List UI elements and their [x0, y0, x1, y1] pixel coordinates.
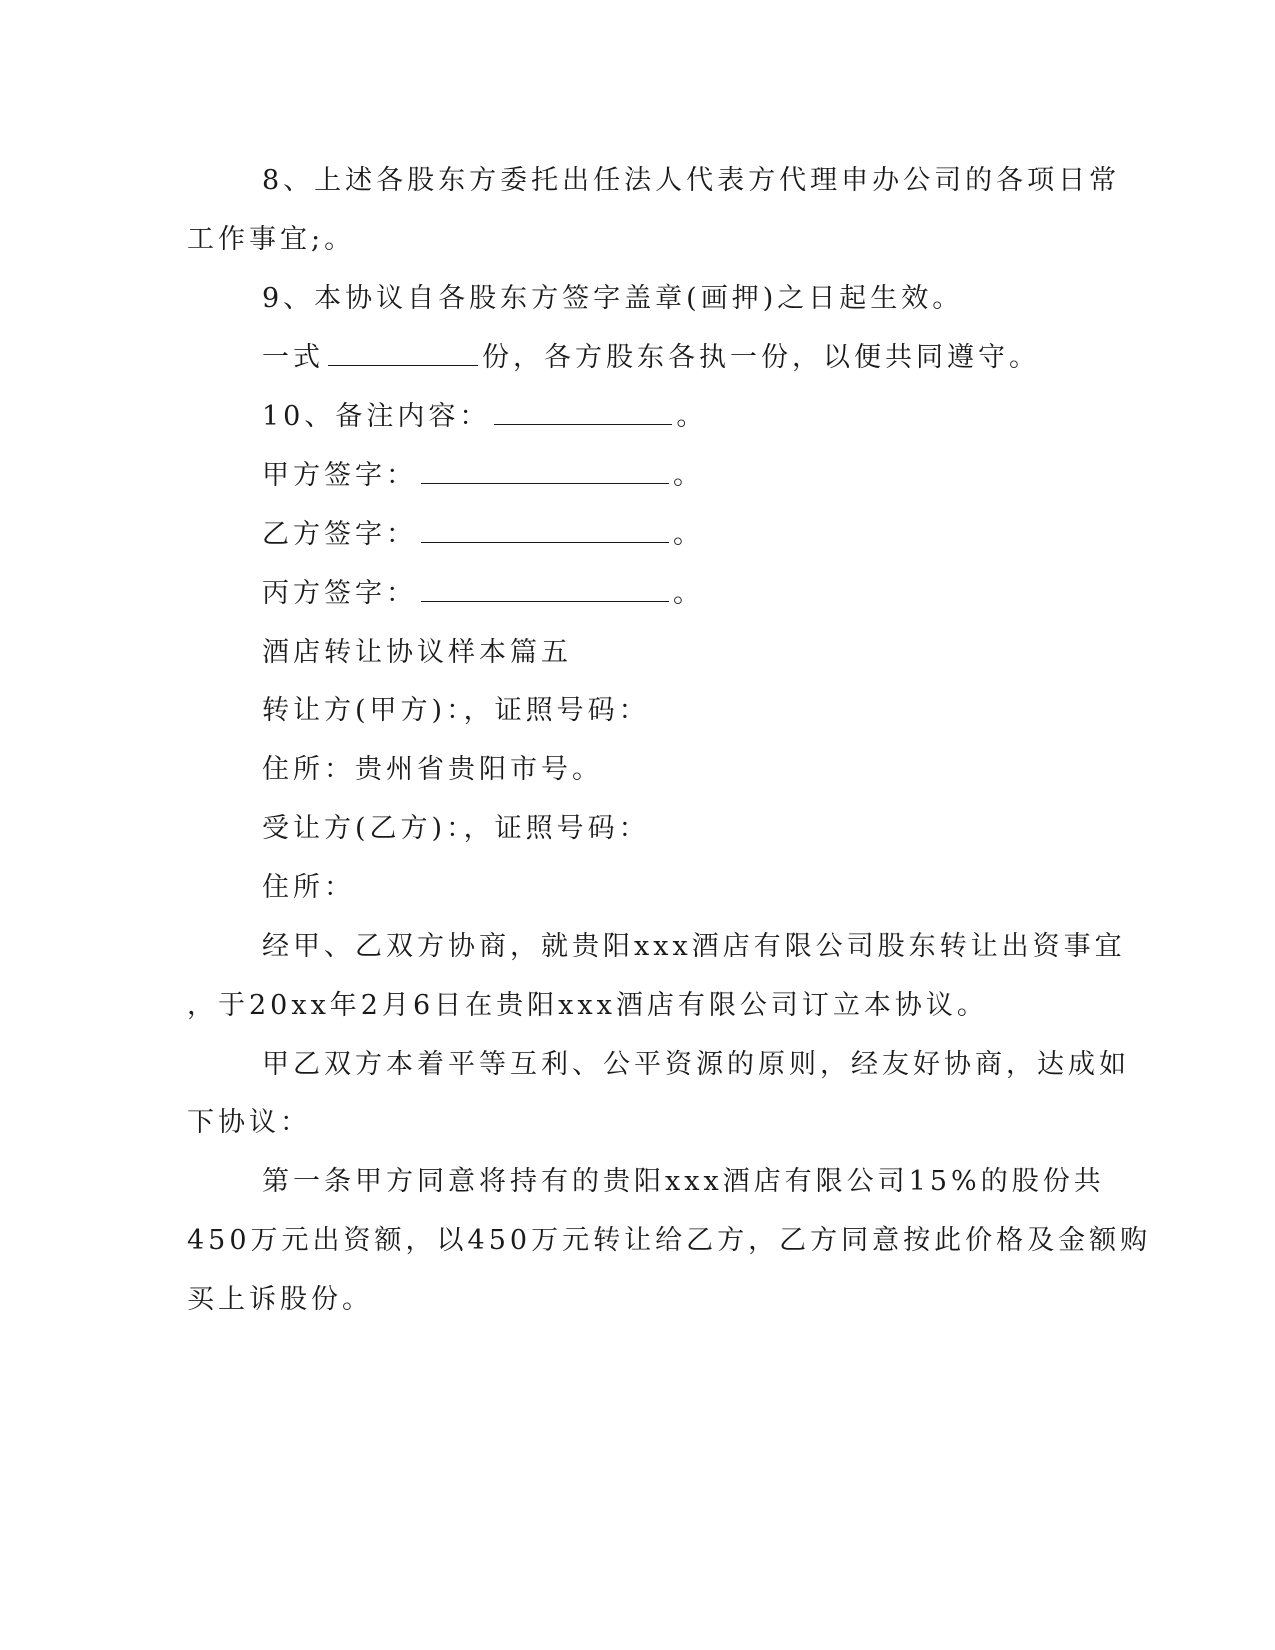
copies-suffix: 份，各方股东各执一份，以便共同遵守。 [482, 342, 1040, 373]
article-1-line-2: 450万元出资额，以450万元转让给乙方，乙方同意按此价格及金额购 [187, 1225, 1152, 1256]
remarks-label: 10、备注内容： [262, 401, 491, 432]
party-a-signature-suffix: 。 [673, 460, 704, 491]
party-b-signature-label: 乙方签字： [262, 519, 417, 550]
clause-8-line-1: 8、上述各股东方委托出任法人代表方代理申办公司的各项日常 [262, 165, 1121, 196]
remarks-blank [494, 400, 672, 425]
article-1-line-3: 买上诉股份。 [187, 1284, 373, 1315]
transferee-address: 住所： [262, 872, 355, 903]
party-c-signature-label: 丙方签字： [262, 578, 417, 609]
transferor-line: 转让方(甲方)：，证照号码： [262, 695, 650, 726]
party-c-signature-line [262, 577, 704, 611]
remarks-suffix: 。 [676, 401, 708, 432]
principle-line-2: 下协议： [187, 1107, 311, 1138]
preamble-line-1: 经甲、乙双方协商，就贵阳xxx酒店有限公司股东转让出资事宜 [262, 931, 1126, 962]
clause-10-remarks [262, 400, 707, 434]
clause-9: 9、本协议自各股东方签字盖章(画押)之日起生效。 [262, 283, 964, 314]
party-c-signature-blank [421, 577, 669, 602]
transferor-address: 住所：贵州省贵阳市号。 [262, 754, 603, 785]
copies-blank [328, 341, 478, 366]
preamble-line-2: ，于20xx年2月6日在贵阳xxx酒店有限公司订立本协议。 [187, 990, 988, 1021]
copies-line [262, 341, 1040, 375]
party-c-signature-suffix: 。 [673, 578, 704, 609]
transferee-line: 受让方(乙方)：，证照号码： [262, 813, 650, 844]
party-b-signature-line [262, 518, 704, 552]
principle-line-1: 甲乙双方本着平等互利、公平资源的原则，经友好协商，达成如 [262, 1049, 1130, 1080]
party-a-signature-line [262, 459, 704, 493]
clause-8-line-2: 工作事宜;。 [187, 224, 356, 255]
section-heading: 酒店转让协议样本篇五 [262, 637, 572, 668]
copies-prefix: 一式 [262, 342, 324, 373]
party-a-signature-label: 甲方签字： [262, 460, 417, 491]
party-a-signature-blank [421, 459, 669, 484]
party-b-signature-suffix: 。 [673, 519, 704, 550]
article-1-line-1: 第一条甲方同意将持有的贵阳xxx酒店有限公司15%的股份共 [262, 1166, 1105, 1197]
party-b-signature-blank [421, 518, 669, 543]
